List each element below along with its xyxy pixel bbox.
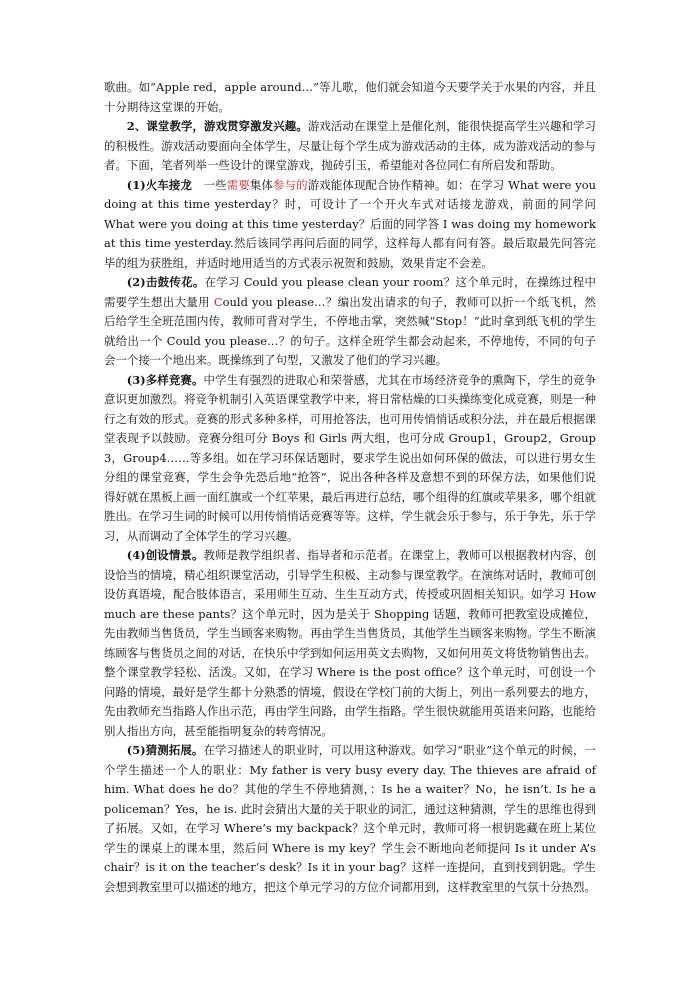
game5-text: 在学习描述人的职业时，可以用这种游戏。如学习“职业”这个单元的时候，一个学生描述一个人的职业：My father is very busy every day. The thieves are afraid of him. What does he do？其他的学生不停地猜测，：Is he a waiter？No，he isn’t. Is he a policeman？Yes，he is. 此时会猜出大量的关于职业的词汇，通过这种猜测，学生的思维也得到了拓展。又如，在学习 Where’s my backpack？这个单元时，教师可将一根钥匙藏在班上某位学生的课桌上的课本里，然后问 Where is my key？学生会不断地向老师提问 Is it under A’s chair？is it on the teacher’s desk？Is it in your bag？这样一连提问，直到找到钥匙。学生会想到教室里可以描述的地方，把这个单元学习的方位介词都用到，这样教室里的气氛十分热烈。 — [104, 743, 596, 894]
section2-paragraph — [104, 117, 596, 176]
game2-red-letter: C — [213, 294, 223, 309]
game2-heading: (2)击鼓传花。 — [126, 275, 205, 289]
game1-heading: (1)火车接龙 — [126, 177, 193, 192]
game1-mid: 集体 — [249, 177, 274, 192]
game1-pre: 一些 — [192, 177, 227, 192]
game4-text: 教师是教学组织者、指导者和示范者。在课堂上，教师可以根据教材内容，创设恰当的情境，精心组织课堂活动，引导学生积极、主动参与课堂教学。在演练对话时，教师可创设仿真语境，配合肢体语言，采用师生互动、生生互动方式，传授或巩固相关知识。如学习 How much are these pants？这个单元时，因为是关于 Shopping 话题，教师可把教室设成摊位，先由教师当售货员，学生当顾客来购物。再由学生当售货员，其他学生当顾客来购物。学生不断演练顾客与售货员之间的对话，在快乐中学到如何运用英文去购物，又如何用英文将货物销售出去。整个课堂教学轻松、活泼。又如，在学习 Where is the post office？这个单元时，可创设一个问路的情境，最好是学生都十分熟悉的情境，假设在学校门前的大街上，列出一系列要去的地方，先由教师充当指路人作出示范，再由学生问路，由学生指路。学生很快就能用英语来问路，也能给别人指出方向，甚至能指明复杂的转弯情况。 — [104, 548, 596, 738]
game1-red-text-2: 参与的 — [273, 177, 308, 192]
section2-heading: 2、课堂教学，游戏贯穿激发兴趣。 — [126, 119, 308, 133]
game2-text: ould you please…？编出发出请求的句子，教师可以折一个纸飞机，然后给学生全班范围内传，教师可背对学生，不停地击掌，突然喊“Stop！”此时拿到纸飞机的学生就给出一个 Could you please…？的句子。这样全班学生都会动起来，不停地传，不同的句子会一个接一个地出来。既操练到了句型，又激发了他们的学习兴趣。 — [104, 294, 596, 367]
section2-text: 游戏活动在课堂上是催化剂，能很快提高学生兴趣和学习的积极性。游戏活动要面向全体学生，尽量让每个学生成为游戏活动的主体，成为游戏活动的参与者。下面，笔者列举一些设计的课堂游戏，抛砖引玉，希望能对各位同仁有所启发和帮助。 — [104, 119, 596, 172]
document-page — [104, 78, 596, 897]
game4-paragraph — [104, 546, 596, 741]
intro-paragraph — [104, 78, 596, 117]
game2-pre: 在学习 Could you please clean your room？这个单元时，在操练过程中需要学生想出大量用 — [104, 275, 596, 309]
game1-paragraph — [104, 176, 596, 274]
game3-text: 中学生有强烈的进取心和荣誉感，尤其在市场经济竞争的熏陶下，学生的竞争意识更加激烈。将竞争机制引入英语课堂教学中来，将日常枯燥的口头操练变化成竞赛，则是一种行之有效的形式。竞赛的形式多种多样，可用抢答法，也可用传悄悄话或积分法，并在最后根据课堂表现予以鼓励。竞赛分组可分 Boys 和 Girls 两大组，也可分成 Group1，Group2，Group 3，Group4……等多组。如在学习环保话题时，要求学生说出如何环保的做法，可以进行男女生分组的课堂竞赛，学生会争先恐后地“抢答”，说出各种各样及意想不到的环保方法，如果他们说得好就在黑板上画一面红旗或一个红苹果，最后再进行总结，哪个组得的红旗或苹果多，哪个组就胜出。在学习生词的时候可以用传悄悄话竞赛等等。这样，学生就会乐于参与，乐于争先，乐于学习，从而调动了全体学生的学习兴趣。 — [104, 372, 596, 543]
game4-heading: (4)创设情景。 — [126, 548, 204, 562]
game5-paragraph — [104, 741, 596, 897]
game3-paragraph — [104, 371, 596, 547]
game5-heading: (5)猜测拓展。 — [126, 743, 204, 757]
intro-text: 歌曲。如“Apple red，apple around…”等儿歌，他们就会知道今天要学关于水果的内容，并且十分期待这堂课的开始。 — [104, 80, 596, 114]
game1-red-text-1: 需要 — [226, 177, 250, 192]
game1-text: 游戏能体现配合协作精神。如：在学习 What were you doing at this time yesterday？时，可设计了一个开火车式对话接龙游戏，前面的同学问 What were you doing at this time yesterday？后面的同学答 I was doing my homework at this time yesterday.然后该同学再问后面的同学，这样每人都有问有答。最后取最先问答完毕的组为获胜组，并适时地用适当的方式表示祝贺和鼓励，效果肯定不会差。 — [104, 177, 596, 270]
game3-heading: (3)多样竞赛。 — [126, 372, 204, 387]
game2-paragraph — [104, 273, 596, 371]
